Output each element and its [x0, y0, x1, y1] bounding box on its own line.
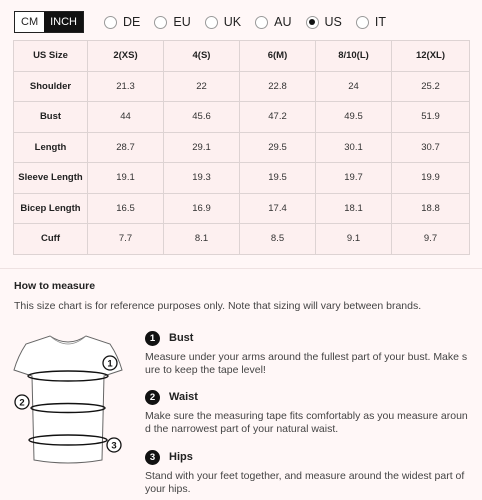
table-header-row	[14, 41, 470, 72]
region-label: AU	[274, 15, 292, 29]
number-badge-icon: 3	[145, 450, 160, 465]
measure-description: Make sure the measuring tape fits comfortably as you measure aroun d the narrowest part of your natural waist.	[145, 410, 468, 435]
table-cell: 18.8	[392, 193, 470, 224]
region-label: US	[324, 15, 342, 29]
column-header: 2(XS)	[88, 41, 164, 72]
table-cell: 28.7	[88, 132, 164, 163]
region-label: DE	[123, 15, 141, 29]
table-cell: 25.2	[392, 71, 470, 102]
figure-marker-1	[103, 356, 117, 370]
table-row	[14, 102, 470, 133]
row-label: Bust	[14, 102, 88, 133]
svg-text:1: 1	[107, 358, 113, 370]
unit-inch-button[interactable]: INCH	[44, 12, 83, 32]
row-label: Length	[14, 132, 88, 163]
table-cell: 19.3	[164, 163, 240, 194]
table-cell: 9.1	[316, 224, 392, 255]
size-disclaimer: This size chart is for reference purposes only. Note that sizing will vary between brands.	[14, 300, 422, 312]
region-option-uk[interactable]	[205, 15, 241, 29]
table-cell: 8.1	[164, 224, 240, 255]
table-cell: 7.7	[88, 224, 164, 255]
number-badge-icon: 1	[145, 331, 160, 346]
table-cell: 24	[316, 71, 392, 102]
size-settings-bar	[14, 11, 400, 33]
row-label: Shoulder	[14, 71, 88, 102]
region-option-au[interactable]	[255, 15, 291, 29]
region-label: IT	[374, 15, 386, 29]
table-cell: 30.1	[316, 132, 392, 163]
table-cell: 19.5	[240, 163, 316, 194]
region-label: UK	[223, 15, 242, 29]
table-row	[14, 163, 470, 194]
table-cell: 21.3	[88, 71, 164, 102]
region-option-it[interactable]	[356, 15, 386, 29]
column-header: US Size	[14, 41, 88, 72]
region-option-eu[interactable]	[154, 15, 190, 29]
row-label: Cuff	[14, 224, 88, 255]
table-row	[14, 71, 470, 102]
measure-title: Hips	[169, 451, 193, 463]
table-cell: 17.4	[240, 193, 316, 224]
radio-icon[interactable]	[154, 16, 167, 29]
table-cell: 22.8	[240, 71, 316, 102]
table-cell: 9.7	[392, 224, 470, 255]
table-cell: 44	[88, 102, 164, 133]
size-chart-table	[13, 40, 470, 255]
table-cell: 19.9	[392, 163, 470, 194]
table-row	[14, 224, 470, 255]
region-label: EU	[173, 15, 191, 29]
table-row	[14, 193, 470, 224]
column-header: 4(S)	[164, 41, 240, 72]
figure-marker-3	[107, 438, 121, 452]
measure-description: Measure under your arms around the fullest part of your bust. Make s ure to keep the tape level!	[145, 351, 468, 376]
table-cell: 51.9	[392, 102, 470, 133]
radio-checked-icon[interactable]	[306, 16, 319, 29]
table-cell: 16.9	[164, 193, 240, 224]
row-label: Sleeve Length	[14, 163, 88, 194]
unit-cm-button[interactable]: CM	[15, 12, 44, 32]
table-cell: 30.7	[392, 132, 470, 163]
svg-text:2: 2	[19, 397, 25, 409]
radio-icon[interactable]	[104, 16, 117, 29]
radio-icon[interactable]	[356, 16, 369, 29]
figure-marker-2	[15, 395, 29, 409]
how-to-measure-heading: How to measure	[14, 280, 96, 292]
measure-title: Bust	[169, 332, 194, 344]
region-option-de[interactable]	[104, 15, 140, 29]
unit-toggle	[14, 11, 84, 33]
table-cell: 19.1	[88, 163, 164, 194]
table-cell: 29.5	[240, 132, 316, 163]
region-selector	[104, 15, 400, 29]
number-badge-icon: 2	[145, 390, 160, 405]
column-header: 12(XL)	[392, 41, 470, 72]
table-cell: 8.5	[240, 224, 316, 255]
shirt-measure-illustration	[10, 330, 126, 470]
table-cell: 47.2	[240, 102, 316, 133]
table-cell: 22	[164, 71, 240, 102]
measure-title: Waist	[169, 391, 198, 403]
table-cell: 49.5	[316, 102, 392, 133]
section-divider	[0, 268, 482, 269]
table-cell: 19.7	[316, 163, 392, 194]
radio-icon[interactable]	[255, 16, 268, 29]
table-row	[14, 132, 470, 163]
measure-item-waist	[145, 389, 475, 436]
table-cell: 45.6	[164, 102, 240, 133]
column-header: 8/10(L)	[316, 41, 392, 72]
measure-description: Stand with your feet together, and measure around the widest part of your hips.	[145, 470, 465, 495]
column-header: 6(M)	[240, 41, 316, 72]
table-cell: 18.1	[316, 193, 392, 224]
measure-item-hips	[145, 449, 475, 496]
table-cell: 29.1	[164, 132, 240, 163]
svg-text:3: 3	[111, 440, 117, 452]
region-option-us[interactable]	[306, 15, 342, 29]
radio-icon[interactable]	[205, 16, 218, 29]
row-label: Bicep Length	[14, 193, 88, 224]
measure-item-bust	[145, 330, 475, 377]
table-cell: 16.5	[88, 193, 164, 224]
